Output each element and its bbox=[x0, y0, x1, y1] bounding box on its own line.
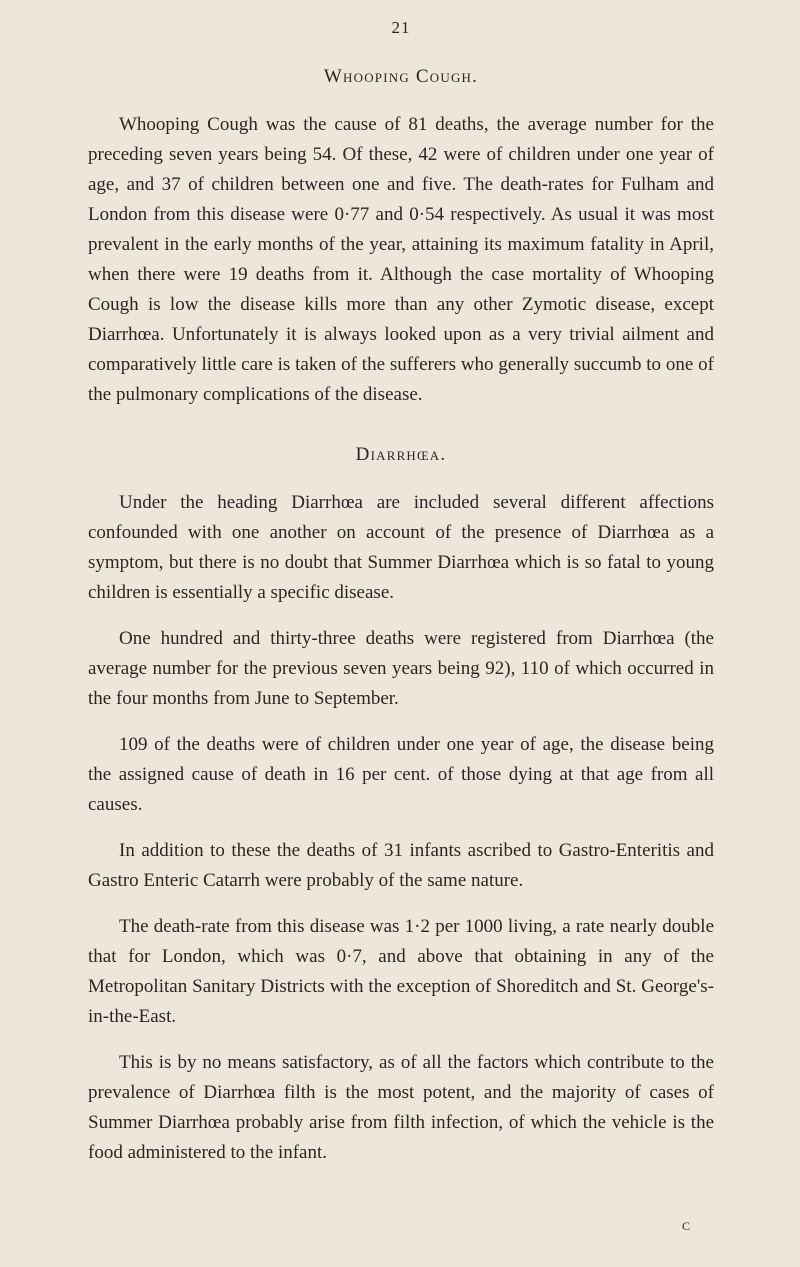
paragraph-diarrhoea-5: The death-rate from this disease was 1·2 per 1000 living, a rate nearly double that for London, which was 0·7, and above that obtaining in any of the Metropolitan Sanitary Districts with the exception of Shoreditch and St. George's-in-the-East. bbox=[88, 916, 714, 1027]
paragraph-diarrhoea-2: One hundred and thirty-three deaths were registered from Diarrhœa (the average number for the previous seven years being 92), 110 of which occurred in the four months from June to September. bbox=[88, 628, 714, 709]
page-number: 21 bbox=[391, 18, 411, 37]
paragraph-diarrhoea-6: This is by no means satisfactory, as of all the factors which contribute to the prevalence of Diarrhœa filth is the most potent, and the majority of cases of Summer Diarrhœa probably arise from filth infection, of which the vehicle is the food administered to the infant. bbox=[88, 1052, 714, 1163]
paragraph-diarrhoea-1: Under the heading Diarrhœa are included several different affections confounded with one another on account of the presence of Diarrhœa as a symptom, but there is no doubt that Summer Diarrhœa which is so fatal to young children is essentially a specific disease. bbox=[88, 492, 714, 603]
paragraph-diarrhoea-3: 109 of the deaths were of children under one year of age, the disease being the assigned cause of death in 16 per cent. of those dying at that age from all causes. bbox=[88, 734, 714, 815]
paragraph-whooping-cough: Whooping Cough was the cause of 81 deaths, the average number for the preceding seven years being 54. Of these, 42 were of children under one year of age, and 37 of children between one and five. The death-rates for Fulham and London from this disease were 0·77 and 0·54 respectively. As usual it was most prevalent in the early months of the year, attaining its maximum fatality in April, when there were 19 deaths from it. Although the case mortality of Whooping Cough is low the disease kills more than any other Zymotic disease, except Diarrhœa. Unfortunately it is always looked upon as a very trivial ailment and comparatively little care is taken of the sufferers who generally succumb to one of the pulmonary complications of the disease. bbox=[88, 114, 714, 405]
signature-mark: c bbox=[681, 1215, 690, 1234]
paragraph-diarrhoea-4: In addition to these the deaths of 31 infants ascribed to Gastro-Enteritis and Gastro Enteric Catarrh were probably of the same nature. bbox=[88, 840, 714, 891]
section-heading-diarrhoea: Diarrhœa. bbox=[355, 444, 447, 465]
section-heading-whooping-cough: Whooping Cough. bbox=[323, 66, 479, 87]
